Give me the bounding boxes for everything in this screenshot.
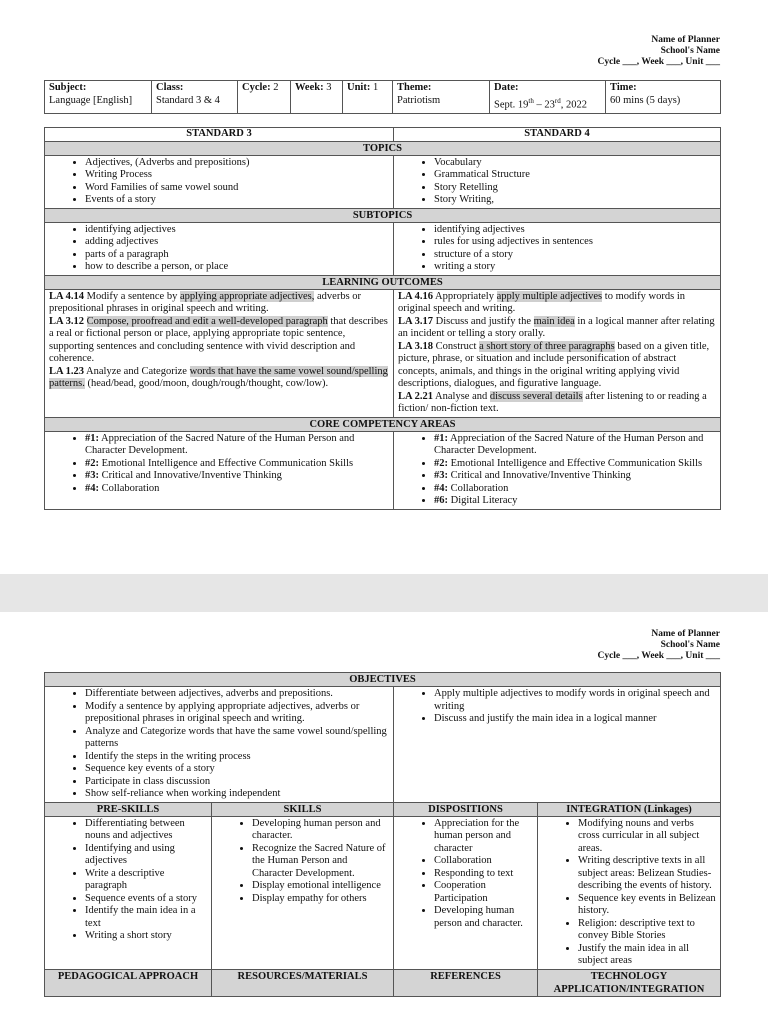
pre-skill-item: • Differentiating between nouns and adjectives: [85, 818, 207, 843]
competency-text: Appreciation of the Sacred Nature of the Human Person and Character Development.: [434, 432, 704, 456]
topic-item: • Grammatical Structure: [434, 169, 716, 182]
objectives-left-cell: [45, 687, 394, 803]
subtopics-std3-cell: [45, 222, 394, 275]
competency-text: Collaboration: [448, 482, 509, 494]
subtopics-heading: SUBTOPICS: [45, 208, 721, 222]
time-cell: Time: 60 mins (5 days): [606, 81, 721, 114]
dispositions-heading: DISPOSITIONS: [394, 802, 538, 816]
competency-std4-cell: [394, 431, 721, 509]
competency-item: [434, 470, 716, 483]
competency-text: Appreciation of the Sacred Nature of the Human Person and Character Development.: [85, 432, 355, 456]
core-competency-heading: CORE COMPETENCY AREAS: [45, 417, 721, 431]
competency-std3-list: [49, 433, 389, 496]
learning-outcome: [49, 291, 389, 316]
competency-text: Emotional Intelligence and Effective Communication Skills: [99, 457, 354, 469]
outcome-highlight: main idea: [533, 315, 575, 327]
objectives-right-cell: [394, 687, 721, 803]
objectives-table: [44, 672, 721, 997]
subtopic-item: • parts of a paragraph: [85, 249, 389, 262]
competency-item: [85, 470, 389, 483]
objective-item: • Identify the steps in the writing process: [85, 751, 389, 764]
theme-cell: Theme: Patriotism: [393, 81, 490, 114]
skill-item: • Display empathy for others: [252, 893, 389, 906]
dispositions-cell: [394, 816, 538, 969]
competency-code: #6:: [434, 495, 448, 506]
subtopic-item: • identifying adjectives: [85, 224, 389, 237]
objective-item: • Differentiate between adjectives, adverbs and prepositions.: [85, 688, 389, 701]
objectives-left-list: [49, 688, 389, 801]
topics-std4-cell: [394, 155, 721, 208]
outcome-highlight: a short story of three paragraphs: [479, 340, 615, 352]
skills-cell: [212, 816, 394, 969]
skill-item: • Display emotional intelligence: [252, 880, 389, 893]
planner-name: Name of Planner: [651, 629, 720, 639]
technology-integration-heading: TECHNOLOGY APPLICATION/INTEGRATION: [538, 969, 721, 996]
competency-code: #4:: [85, 482, 99, 494]
planner-header: [597, 35, 720, 68]
class-cell: Class: Standard 3 & 4: [152, 81, 238, 114]
outcome-text: Analyze and Categorize: [84, 365, 190, 377]
topic-item: • Events of a story: [85, 194, 389, 207]
competency-std4-list: [398, 433, 716, 508]
competency-item: [434, 483, 716, 496]
school-name: School's Name: [660, 46, 720, 56]
objective-item: • Participate in class discussion: [85, 776, 389, 789]
standard-4-heading: STANDARD 4: [394, 128, 721, 142]
subtopic-item: • identifying adjectives: [434, 224, 716, 237]
topic-item: • Writing Process: [85, 169, 389, 182]
subtopics-std4-list: [398, 224, 716, 274]
unit-cell: Unit: 1: [343, 81, 393, 114]
outcome-code: LA 4.14: [49, 290, 85, 302]
objective-item: • Discuss and justify the main idea in a logical manner: [434, 713, 716, 726]
objective-item: • Apply multiple adjectives to modify words in original speech and writing: [434, 688, 716, 713]
outcome-text: based on a given title, picture, phrase, or situation and include personification of abstract concepts, animals, and things in the original writing applying vivid descriptions, dialogues, and figurative language.: [398, 340, 710, 389]
learning-outcome: [398, 291, 716, 316]
outcome-highlight: apply multiple adjectives: [496, 290, 603, 302]
pre-skills-heading: PRE-SKILLS: [45, 802, 212, 816]
topic-item: • Story Retelling: [434, 182, 716, 195]
disposition-item: • Cooperation Participation: [434, 880, 533, 905]
skills-heading: SKILLS: [212, 802, 394, 816]
disposition-item: • Developing human person and character.: [434, 905, 533, 930]
pre-skill-item: • Identifying and using adjectives: [85, 843, 207, 868]
subtopic-item: • structure of a story: [434, 249, 716, 262]
outcome-highlight: Compose, proofread and edit a well-developed paragraph: [86, 315, 328, 327]
subtopics-std4-cell: [394, 222, 721, 275]
learning-outcome: [398, 316, 716, 341]
outcome-text: Discuss and justify the: [433, 315, 534, 327]
standard-3-heading: STANDARD 3: [45, 128, 394, 142]
objective-item: • Analyze and Categorize words that have the same vowel sound/spelling patterns: [85, 726, 389, 751]
competency-text: Critical and Innovative/Inventive Thinking: [448, 470, 631, 481]
standards-table: [44, 127, 721, 510]
learning-outcome: [398, 391, 716, 416]
pre-skill-item: • Sequence events of a story: [85, 893, 207, 906]
resources-materials-heading: RESOURCES/MATERIALS: [212, 969, 394, 996]
competency-code: #3:: [85, 470, 99, 481]
competency-item: [434, 433, 716, 458]
school-name: School's Name: [660, 640, 720, 650]
outcome-text: Appropriately: [433, 290, 497, 302]
outcome-text: adverbs or prepositional phrases in original speech and writing.: [49, 290, 362, 314]
topics-std3-list: [49, 157, 389, 207]
outcome-highlight: discuss several details: [489, 390, 583, 402]
objective-item: • Modify a sentence by applying appropriate adjectives, adverbs or prepositional phrases in original speech and writing.: [85, 701, 389, 726]
outcome-code: LA 2.21: [398, 390, 434, 402]
objectives-right-list: [398, 688, 716, 726]
integration-cell: [538, 816, 721, 969]
outcome-text: to modify words in original speech and writing.: [398, 290, 685, 314]
objective-item: • Sequence key events of a story: [85, 763, 389, 776]
cycle-cell: Cycle: 2: [238, 81, 291, 114]
pre-skills-cell: [45, 816, 212, 969]
outcome-text: Construct: [433, 340, 480, 352]
outcome-text: that describes a real or fictional person or place, applying appropriate topic sentence, supporting sentences and concluding sentence with vivid description and coherence.: [49, 315, 388, 364]
competency-text: Collaboration: [99, 482, 160, 494]
outcome-text: in a logical manner after relating an incident or telling a story orally.: [398, 315, 715, 339]
pre-skill-item: • Write a descriptive paragraph: [85, 868, 207, 893]
skill-item: • Recognize the Sacred Nature of the Human Person and Character Development.: [252, 843, 389, 881]
competency-item: [85, 458, 389, 471]
competency-code: #1:: [434, 432, 448, 444]
topic-item: • Vocabulary: [434, 157, 716, 170]
subtopic-item: • adding adjectives: [85, 236, 389, 249]
pre-skills-list: [49, 818, 207, 943]
competency-text: Critical and Innovative/Inventive Thinking: [99, 470, 282, 481]
outcome-text: Analyse and: [433, 390, 490, 402]
competency-code: #3:: [434, 470, 448, 481]
subtopic-item: • rules for using adjectives in sentences: [434, 236, 716, 249]
lesson-info-table: [44, 80, 721, 114]
outcome-code: LA 3.18: [398, 340, 434, 352]
subtopics-std3-list: [49, 224, 389, 274]
outcome-text: after listening to or reading a fiction/ non-fiction text.: [398, 390, 707, 414]
topic-item: • Word Families of same vowel sound: [85, 182, 389, 195]
integration-item: • Religion: descriptive text to convey Bible Stories: [578, 918, 716, 943]
competency-text: Digital Literacy: [448, 495, 518, 506]
disposition-item: • Appreciation for the human person and character: [434, 818, 533, 856]
outcome-highlight: words that have the same vowel sound/spelling patterns.: [49, 365, 388, 389]
competency-code: #2:: [85, 457, 99, 469]
competency-item: [85, 483, 389, 496]
skill-item: • Developing human person and character.: [252, 818, 389, 843]
topics-std3-cell: [45, 155, 394, 208]
competency-code: #4:: [434, 482, 448, 494]
outcome-text: (head/bead, good/moon, dough/rough/thought, cow/low).: [84, 378, 329, 389]
outcomes-std3-cell: [45, 289, 394, 417]
topic-item: • Adjectives, (Adverbs and prepositions): [85, 157, 389, 170]
week-cell: Week: 3: [291, 81, 343, 114]
planner-header-2: [597, 629, 720, 662]
integration-item: • Sequence key events in Belizean history.: [578, 893, 716, 918]
learning-outcome: [398, 341, 716, 391]
learning-outcome: [49, 366, 389, 391]
lesson-plan-page-2: [0, 612, 768, 1024]
dispositions-list: [398, 818, 533, 931]
skills-list: [216, 818, 389, 906]
learning-outcome: [49, 316, 389, 366]
subtopic-item: • writing a story: [434, 261, 716, 274]
outcome-code: LA 3.17: [398, 315, 434, 327]
objectives-heading: OBJECTIVES: [45, 673, 721, 687]
integration-item: • Justify the main idea in all subject areas: [578, 943, 716, 968]
disposition-item: • Collaboration: [434, 855, 533, 868]
topics-std4-list: [398, 157, 716, 207]
disposition-item: • Responding to text: [434, 868, 533, 881]
subject-cell: Subject: Language [English]: [45, 81, 152, 114]
references-heading: REFERENCES: [394, 969, 538, 996]
date-cell: Date: Sept. 19th – 23rd, 2022: [490, 81, 606, 114]
competency-code: #1:: [85, 432, 99, 444]
outcome-text: Modify a sentence by: [84, 290, 180, 302]
objective-item: • Show self-reliance when working independent: [85, 788, 389, 801]
outcome-code: LA 1.23: [49, 365, 85, 377]
integration-list: [542, 818, 716, 968]
integration-item: • Writing descriptive texts in all subject areas: Belizean Studies- describing the events of history.: [578, 855, 716, 893]
integration-heading: INTEGRATION (Linkages): [538, 802, 721, 816]
competency-item: [85, 433, 389, 458]
outcome-code: LA 4.16: [398, 290, 434, 302]
competency-item: [434, 495, 716, 508]
integration-item: • Modifying nouns and verbs cross curricular in all subject areas.: [578, 818, 716, 856]
learning-outcomes-heading: LEARNING OUTCOMES: [45, 275, 721, 289]
topic-item: • Story Writing,: [434, 194, 716, 207]
outcomes-std4-cell: [394, 289, 721, 417]
planner-name: Name of Planner: [651, 35, 720, 45]
competency-item: [434, 458, 716, 471]
pedagogical-approach-heading: PEDAGOGICAL APPROACH: [45, 969, 212, 996]
competency-text: Emotional Intelligence and Effective Communication Skills: [448, 457, 703, 469]
outcome-code: LA 3.12: [49, 315, 85, 327]
outcome-highlight: applying appropriate adjectives,: [179, 290, 315, 302]
subtopic-item: • how to describe a person, or place: [85, 261, 389, 274]
pre-skill-item: • Identify the main idea in a text: [85, 905, 207, 930]
cycle-week-unit: Cycle ___, Week ___, Unit ___: [597, 651, 720, 661]
cycle-week-unit: Cycle ___, Week ___, Unit ___: [597, 57, 720, 67]
competency-code: #2:: [434, 457, 448, 469]
competency-std3-cell: [45, 431, 394, 509]
topics-heading: TOPICS: [45, 141, 721, 155]
pre-skill-item: • Writing a short story: [85, 930, 207, 943]
